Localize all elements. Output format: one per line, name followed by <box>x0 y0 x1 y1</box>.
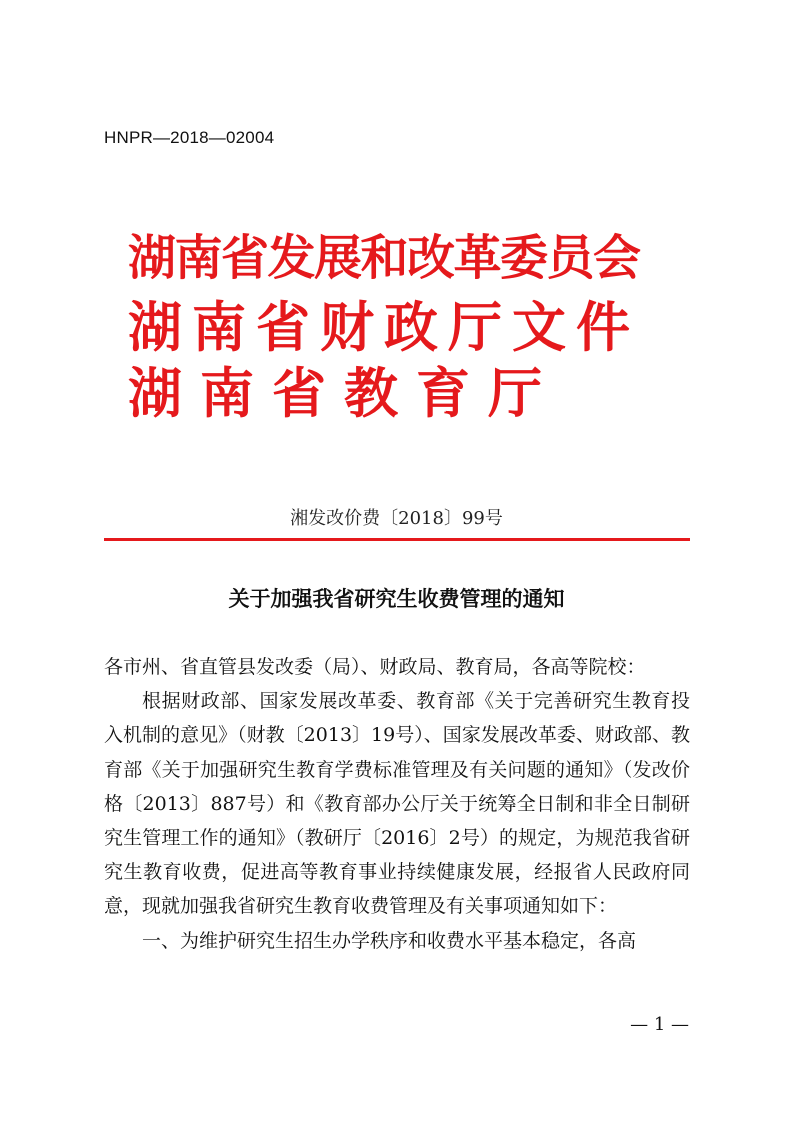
issuer-line-finance-department: 湖南省财政厅文件 <box>128 295 640 359</box>
document-title: 关于加强我省研究生收费管理的通知 <box>228 586 565 611</box>
page-number: — 1 — <box>630 1014 689 1035</box>
document-code: HNPR—2018—02004 <box>104 128 275 147</box>
issuer-line-development-reform-commission: 湖南省发展和改革委员会 <box>128 230 640 286</box>
salutation: 各市州、省直管县发改委（局）、财政局、教育局，各高等院校： <box>104 656 646 678</box>
issuer-line-education-department: 湖南省教育厅 <box>128 361 560 425</box>
document-body <box>104 650 690 958</box>
body-paragraph-2: 一、为维护研究生招生办学秩序和收费水平基本稳定，各高 <box>142 929 637 952</box>
document-number: 湘发改价费〔2018〕99号 <box>290 508 503 529</box>
red-separator-line <box>104 538 690 541</box>
body-paragraph-1: 根据财政部、国家发展改革委、教育部《关于完善研究生教育投入机制的意见》（财教〔2013〕19号）、国家发展改革委、财政部、教育部《关于加强研究生教育学费标准管理及有关问题的通知》（发改价格〔2013〕887号）和《教育部办公厅关于统筹全日制和非全日制研究生管理工作的通知》（教研厅〔2016〕2号）的规定，为规范我省研究生教育收费，促进高等教育事业持续健康发展，经报省人民政府同意，现就加强我省研究生教育收费管理及有关事项通知如下： <box>104 690 690 918</box>
